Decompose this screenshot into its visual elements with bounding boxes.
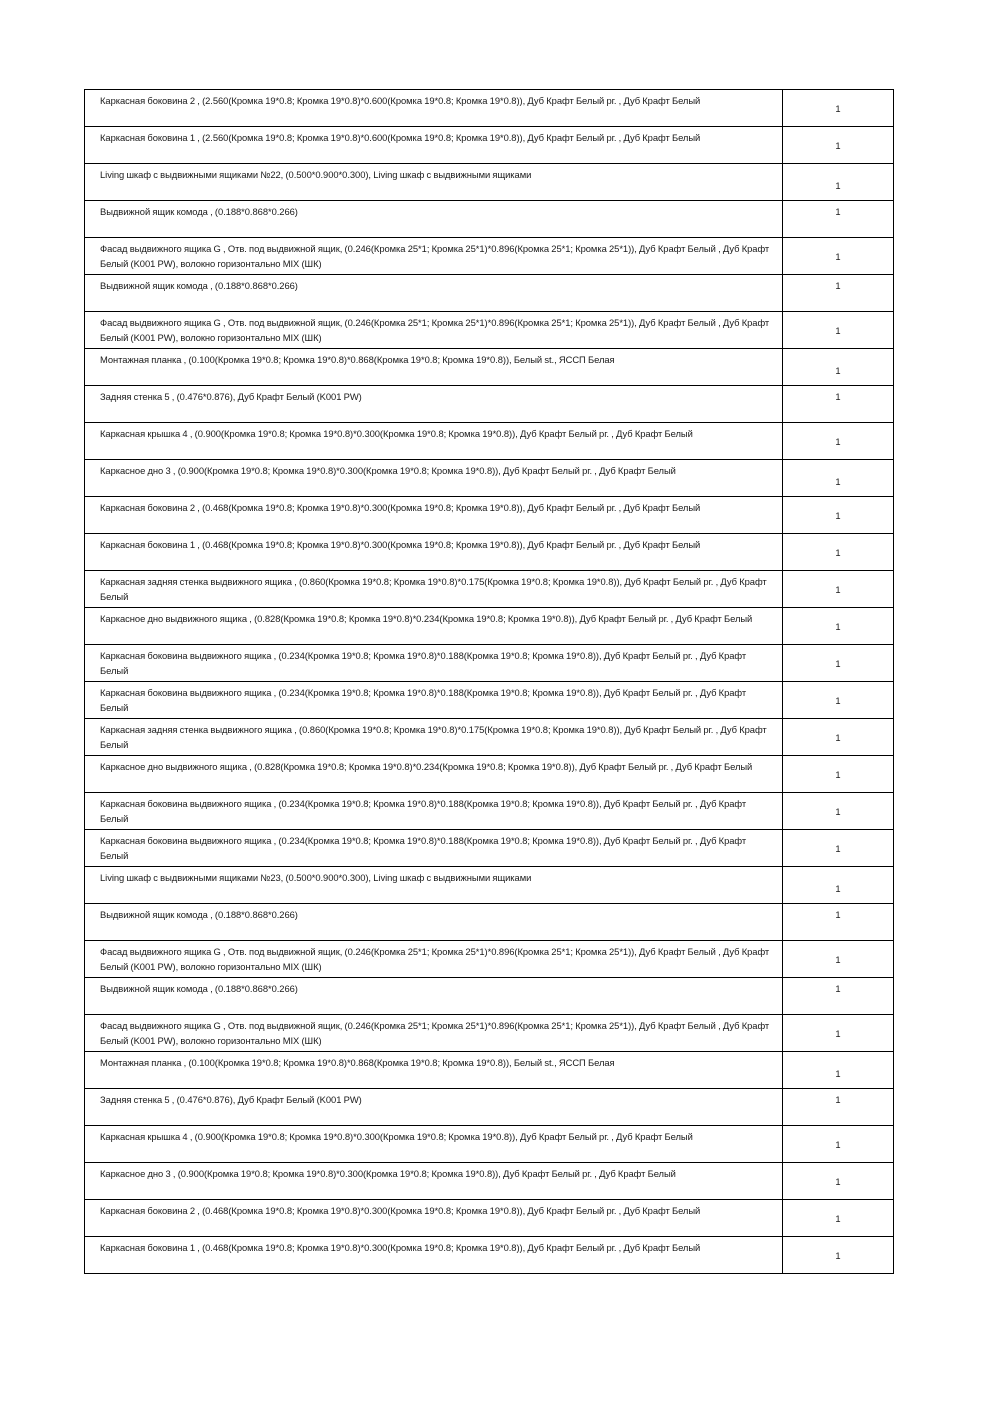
table-row [85, 201, 894, 238]
item-quantity: 1 [783, 238, 894, 275]
table-row [85, 1052, 894, 1089]
item-quantity: 1 [783, 867, 894, 904]
item-quantity: 1 [783, 756, 894, 793]
table-row [85, 867, 894, 904]
item-description-cell [85, 1015, 783, 1052]
table-row [85, 756, 894, 793]
item-description: Каркасная боковина 2 , (2.560(Кромка 19*0.8; Кромка 19*0.8)*0.600(Кромка 19*0.8; Кромка 19*0.8)), Дуб Крафт Белый рг. , Дуб Крафт Белый [100, 95, 701, 106]
spec-table [84, 89, 894, 1274]
item-description-cell [85, 793, 783, 830]
item-description-cell [85, 756, 783, 793]
item-description: Фасад выдвижного ящика G , Отв. под выдвижной ящик, (0.246(Кромка 25*1; Кромка 25*1)*0.896(Кромка 25*1; Кромка 25*1)), Дуб Крафт Белый , Дуб Крафт Белый (K001 PW), волокно горизонтально MIX (ШК) [100, 946, 770, 972]
table-row [85, 312, 894, 349]
item-description-cell [85, 904, 783, 941]
item-description: Выдвижной ящик комода , (0.188*0.868*0.266) [100, 280, 298, 291]
table-row [85, 645, 894, 682]
item-quantity: 1 [783, 978, 894, 1015]
item-description-cell [85, 719, 783, 756]
item-description: Каркасная боковина 1 , (0.468(Кромка 19*0.8; Кромка 19*0.8)*0.300(Кромка 19*0.8; Кромка 19*0.8)), Дуб Крафт Белый рг. , Дуб Крафт Белый [100, 1242, 701, 1253]
item-description: Living шкаф с выдвижными ящиками №23, (0.500*0.900*0.300), Living шкаф с выдвижными ящиками [100, 872, 532, 883]
item-quantity: 1 [783, 682, 894, 719]
item-description: Задняя стенка 5 , (0.476*0.876), Дуб Крафт Белый (K001 PW) [100, 391, 362, 402]
item-quantity: 1 [783, 941, 894, 978]
item-description-cell [85, 275, 783, 312]
item-quantity: 1 [783, 1015, 894, 1052]
item-quantity: 1 [783, 793, 894, 830]
item-description-cell [85, 1126, 783, 1163]
item-quantity: 1 [783, 1200, 894, 1237]
item-description: Монтажная планка , (0.100(Кромка 19*0.8; Кромка 19*0.8)*0.868(Кромка 19*0.8; Кромка 19*0.8)), Белый st., ЯССП Белая [100, 1057, 615, 1068]
item-quantity: 1 [783, 719, 894, 756]
item-description: Фасад выдвижного ящика G , Отв. под выдвижной ящик, (0.246(Кромка 25*1; Кромка 25*1)*0.896(Кромка 25*1; Кромка 25*1)), Дуб Крафт Белый , Дуб Крафт Белый (K001 PW), волокно горизонтально MIX (ШК) [100, 317, 770, 343]
table-row [85, 682, 894, 719]
table-row [85, 497, 894, 534]
table-row [85, 534, 894, 571]
item-description: Каркасная боковина 1 , (0.468(Кромка 19*0.8; Кромка 19*0.8)*0.300(Кромка 19*0.8; Кромка 19*0.8)), Дуб Крафт Белый рг. , Дуб Крафт Белый [100, 539, 701, 550]
item-description-cell [85, 608, 783, 645]
item-description: Каркасная боковина 2 , (0.468(Кромка 19*0.8; Кромка 19*0.8)*0.300(Кромка 19*0.8; Кромка 19*0.8)), Дуб Крафт Белый рг. , Дуб Крафт Белый [100, 502, 701, 513]
item-description-cell [85, 386, 783, 423]
item-quantity: 1 [783, 497, 894, 534]
table-row [85, 90, 894, 127]
item-description-cell [85, 460, 783, 497]
item-description: Каркасная боковина выдвижного ящика , (0.234(Кромка 19*0.8; Кромка 19*0.8)*0.188(Кромка 19*0.8; Кромка 19*0.8)), Дуб Крафт Белый рг. , Дуб Крафт Белый [100, 650, 747, 676]
item-quantity: 1 [783, 312, 894, 349]
item-description-cell [85, 312, 783, 349]
table-row [85, 1126, 894, 1163]
item-quantity: 1 [783, 1052, 894, 1089]
item-quantity: 1 [783, 275, 894, 312]
table-row [85, 349, 894, 386]
table-row [85, 1015, 894, 1052]
item-description-cell [85, 423, 783, 460]
table-row [85, 719, 894, 756]
item-description-cell [85, 978, 783, 1015]
item-description: Выдвижной ящик комода , (0.188*0.868*0.266) [100, 983, 298, 994]
item-quantity: 1 [783, 1089, 894, 1126]
item-quantity: 1 [783, 386, 894, 423]
table-row [85, 608, 894, 645]
table-row [85, 423, 894, 460]
item-description: Выдвижной ящик комода , (0.188*0.868*0.266) [100, 909, 298, 920]
spec-page [84, 89, 893, 1274]
item-description-cell [85, 1237, 783, 1274]
item-description: Каркасная боковина 1 , (2.560(Кромка 19*0.8; Кромка 19*0.8)*0.600(Кромка 19*0.8; Кромка 19*0.8)), Дуб Крафт Белый рг. , Дуб Крафт Белый [100, 132, 701, 143]
item-description-cell [85, 645, 783, 682]
item-description: Каркасная задняя стенка выдвижного ящика , (0.860(Кромка 19*0.8; Кромка 19*0.8)*0.175(Кромка 19*0.8; Кромка 19*0.8)), Дуб Крафт Белый рг. , Дуб Крафт Белый [100, 724, 767, 750]
item-description: Каркасная боковина выдвижного ящика , (0.234(Кромка 19*0.8; Кромка 19*0.8)*0.188(Кромка 19*0.8; Кромка 19*0.8)), Дуб Крафт Белый рг. , Дуб Крафт Белый [100, 798, 747, 824]
item-description: Каркасная боковина выдвижного ящика , (0.234(Кромка 19*0.8; Кромка 19*0.8)*0.188(Кромка 19*0.8; Кромка 19*0.8)), Дуб Крафт Белый рг. , Дуб Крафт Белый [100, 835, 747, 861]
item-description: Каркасная крышка 4 , (0.900(Кромка 19*0.8; Кромка 19*0.8)*0.300(Кромка 19*0.8; Кромка 19*0.8)), Дуб Крафт Белый рг. , Дуб Крафт Белый [100, 1131, 693, 1142]
item-description-cell [85, 127, 783, 164]
item-description-cell [85, 830, 783, 867]
item-description: Задняя стенка 5 , (0.476*0.876), Дуб Крафт Белый (K001 PW) [100, 1094, 362, 1105]
item-description-cell [85, 497, 783, 534]
item-description-cell [85, 349, 783, 386]
table-row [85, 1163, 894, 1200]
table-row [85, 127, 894, 164]
item-description: Каркасное дно 3 , (0.900(Кромка 19*0.8; Кромка 19*0.8)*0.300(Кромка 19*0.8; Кромка 19*0.8)), Дуб Крафт Белый рг. , Дуб Крафт Белый [100, 1168, 676, 1179]
item-description: Каркасная боковина выдвижного ящика , (0.234(Кромка 19*0.8; Кромка 19*0.8)*0.188(Кромка 19*0.8; Кромка 19*0.8)), Дуб Крафт Белый рг. , Дуб Крафт Белый [100, 687, 747, 713]
item-description-cell [85, 682, 783, 719]
item-quantity: 1 [783, 571, 894, 608]
item-description-cell [85, 164, 783, 201]
item-quantity: 1 [783, 1237, 894, 1274]
table-row [85, 978, 894, 1015]
item-quantity: 1 [783, 1163, 894, 1200]
item-description: Фасад выдвижного ящика G , Отв. под выдвижной ящик, (0.246(Кромка 25*1; Кромка 25*1)*0.896(Кромка 25*1; Кромка 25*1)), Дуб Крафт Белый , Дуб Крафт Белый (K001 PW), волокно горизонтально MIX (ШК) [100, 1020, 770, 1046]
table-row [85, 1089, 894, 1126]
table-row [85, 793, 894, 830]
item-quantity: 1 [783, 460, 894, 497]
item-description-cell [85, 534, 783, 571]
item-description: Каркасная задняя стенка выдвижного ящика , (0.860(Кромка 19*0.8; Кромка 19*0.8)*0.175(Кромка 19*0.8; Кромка 19*0.8)), Дуб Крафт Белый рг. , Дуб Крафт Белый [100, 576, 767, 602]
item-quantity: 1 [783, 201, 894, 238]
table-row [85, 1200, 894, 1237]
item-quantity: 1 [783, 830, 894, 867]
item-quantity: 1 [783, 127, 894, 164]
item-description: Каркасное дно выдвижного ящика , (0.828(Кромка 19*0.8; Кромка 19*0.8)*0.234(Кромка 19*0.8; Кромка 19*0.8)), Дуб Крафт Белый рг. , Дуб Крафт Белый [100, 761, 753, 772]
table-row [85, 904, 894, 941]
item-description-cell [85, 90, 783, 127]
item-description-cell [85, 1163, 783, 1200]
item-quantity: 1 [783, 90, 894, 127]
item-description-cell [85, 1089, 783, 1126]
table-row [85, 830, 894, 867]
item-quantity: 1 [783, 349, 894, 386]
table-row [85, 275, 894, 312]
item-quantity: 1 [783, 645, 894, 682]
item-description: Выдвижной ящик комода , (0.188*0.868*0.266) [100, 206, 298, 217]
item-quantity: 1 [783, 904, 894, 941]
item-quantity: 1 [783, 423, 894, 460]
table-row [85, 1237, 894, 1274]
item-quantity: 1 [783, 608, 894, 645]
item-description-cell [85, 201, 783, 238]
table-row [85, 386, 894, 423]
item-description-cell [85, 571, 783, 608]
item-description-cell [85, 238, 783, 275]
table-row [85, 164, 894, 201]
item-description: Фасад выдвижного ящика G , Отв. под выдвижной ящик, (0.246(Кромка 25*1; Кромка 25*1)*0.896(Кромка 25*1; Кромка 25*1)), Дуб Крафт Белый , Дуб Крафт Белый (K001 PW), волокно горизонтально MIX (ШК) [100, 243, 770, 269]
item-description-cell [85, 1200, 783, 1237]
table-row [85, 941, 894, 978]
item-description: Living шкаф с выдвижными ящиками №22, (0.500*0.900*0.300), Living шкаф с выдвижными ящиками [100, 169, 532, 180]
item-description-cell [85, 1052, 783, 1089]
item-description: Каркасная боковина 2 , (0.468(Кромка 19*0.8; Кромка 19*0.8)*0.300(Кромка 19*0.8; Кромка 19*0.8)), Дуб Крафт Белый рг. , Дуб Крафт Белый [100, 1205, 701, 1216]
item-description: Каркасная крышка 4 , (0.900(Кромка 19*0.8; Кромка 19*0.8)*0.300(Кромка 19*0.8; Кромка 19*0.8)), Дуб Крафт Белый рг. , Дуб Крафт Белый [100, 428, 693, 439]
item-quantity: 1 [783, 1126, 894, 1163]
table-row [85, 238, 894, 275]
item-description: Каркасное дно выдвижного ящика , (0.828(Кромка 19*0.8; Кромка 19*0.8)*0.234(Кромка 19*0.8; Кромка 19*0.8)), Дуб Крафт Белый рг. , Дуб Крафт Белый [100, 613, 753, 624]
item-description-cell [85, 867, 783, 904]
item-description: Монтажная планка , (0.100(Кромка 19*0.8; Кромка 19*0.8)*0.868(Кромка 19*0.8; Кромка 19*0.8)), Белый st., ЯССП Белая [100, 354, 615, 365]
spec-table-body [85, 90, 894, 1274]
table-row [85, 460, 894, 497]
item-description: Каркасное дно 3 , (0.900(Кромка 19*0.8; Кромка 19*0.8)*0.300(Кромка 19*0.8; Кромка 19*0.8)), Дуб Крафт Белый рг. , Дуб Крафт Белый [100, 465, 676, 476]
item-quantity: 1 [783, 534, 894, 571]
item-description-cell [85, 941, 783, 978]
item-quantity: 1 [783, 164, 894, 201]
table-row [85, 571, 894, 608]
